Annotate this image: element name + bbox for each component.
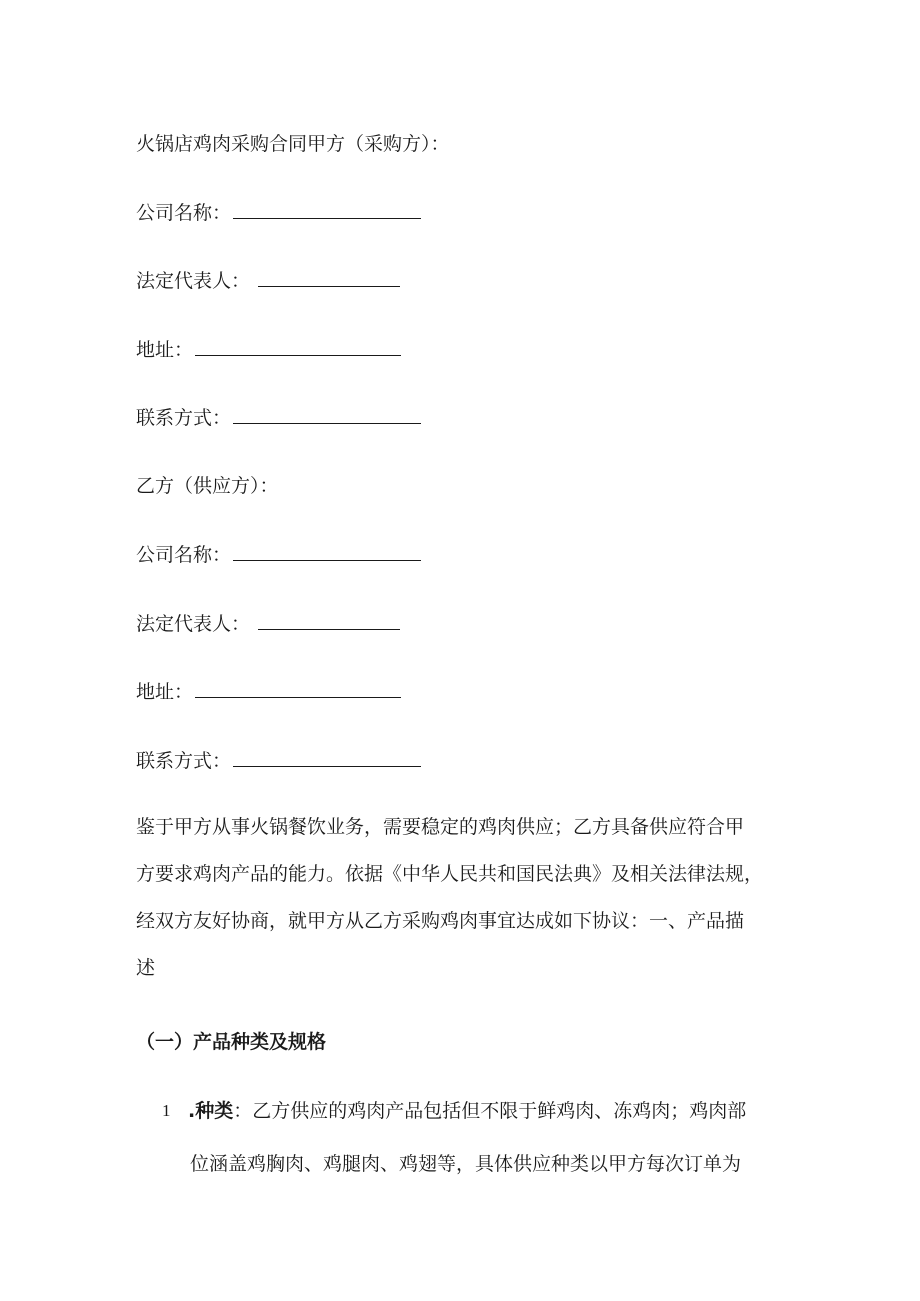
party-b-company-blank [233,542,421,561]
party-a-rep-label: 法定代表人： [136,270,251,292]
list-item-line-1-text: ：乙方供应的鸡肉产品包括但不限于鲜鸡肉、冻鸡肉；鸡肉部 [233,1100,747,1122]
party-a-rep-row [136,268,400,293]
party-b-heading [136,474,279,498]
preamble-line: 经双方友好协商，就甲方从乙方采购鸡肉事宜达成如下协议：一、产品描 [136,910,745,932]
party-a-company-blank [233,200,421,219]
preamble-paragraph [136,804,804,992]
preamble-line: 鉴于甲方从事火锅餐饮业务，需要稳定的鸡肉供应；乙方具备供应符合甲 [136,816,745,838]
party-b-company-label: 公司名称： [136,544,232,566]
party-a-rep-blank [258,268,400,287]
party-b-heading-text: 乙方（供应方）： [136,475,279,497]
party-b-rep-blank [258,611,400,630]
party-a-address-row [136,337,401,362]
party-a-company-label: 公司名称： [136,202,232,224]
party-a-address-blank [195,337,401,356]
list-item [188,1099,746,1205]
list-item-line-2: 位涵盖鸡胸肉、鸡腿肉、鸡翅等，具体供应种类以甲方每次订单为 [190,1153,742,1175]
party-b-address-label: 地址： [136,681,194,703]
party-a-contact-row [136,405,421,430]
party-b-contact-blank [233,748,421,767]
list-item-number: 1 [162,1101,171,1120]
contract-title [136,132,450,156]
party-b-address-row [136,679,401,704]
party-b-contact-row [136,748,421,773]
party-b-rep-label: 法定代表人： [136,613,251,635]
preamble-line: 方要求鸡肉产品的能力。依据《中华人民共和国民法典》及相关法律法规， [136,863,764,885]
party-a-contact-label: 联系方式： [136,407,232,429]
list-item-lead: .种类 [188,1100,234,1122]
contract-title-text: 火锅店鸡肉采购合同甲方（采购方）： [136,133,450,155]
party-a-address-label: 地址： [136,339,194,361]
party-b-address-blank [195,679,401,698]
list-item-line-1 [188,1099,746,1152]
party-b-rep-row [136,611,400,636]
party-a-contact-blank [233,405,421,424]
section-heading [136,1030,326,1054]
party-b-company-row [136,542,421,567]
section-heading-text: （一）产品种类及规格 [136,1031,327,1053]
preamble-line: 述 [136,957,156,979]
party-a-company-row [136,200,421,225]
party-b-contact-label: 联系方式： [136,750,232,772]
